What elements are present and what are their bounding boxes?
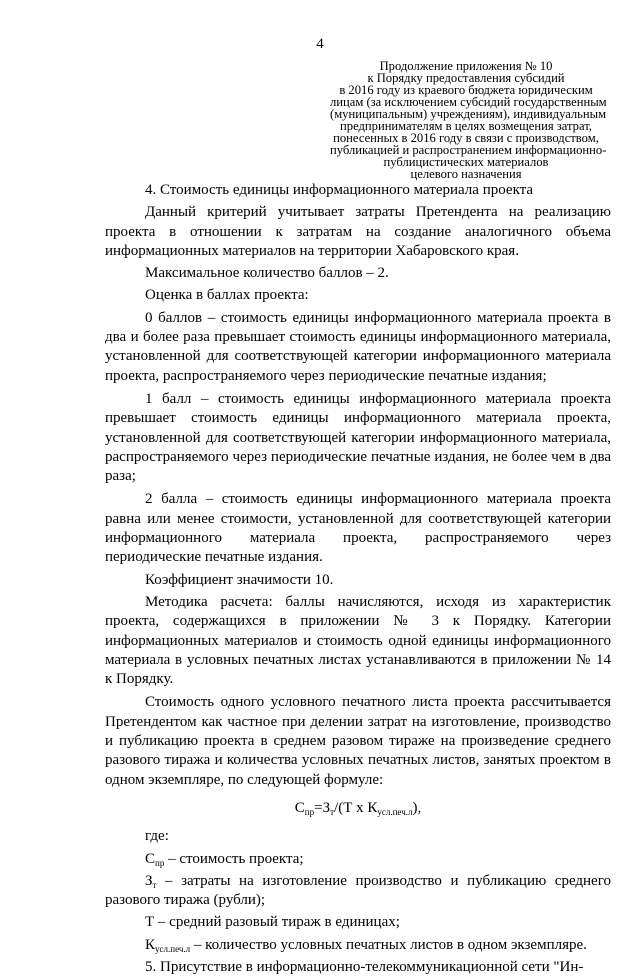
- formula: $С_{пр}=З_т/(Т$ х $К_{усл.печ.л}$),: [294, 799, 422, 817]
- where-label: где:: [145, 828, 169, 845]
- paragraph: Методика расчета: баллы начисляются, исходя из характеристик проекта, содержащихся в приложении № 3 к Порядку. Категории информационных материалов и стоимость одной единицы информационного материала в условных печатных листах устанавливаются в приложении № 14 к Порядку.: [105, 593, 611, 688]
- section-heading: 4. Стоимость единицы информационного материала проекта: [145, 182, 534, 198]
- appendix-header: [330, 59, 607, 181]
- header-line: в 2016 году из краевого бюджета юридическим: [339, 83, 593, 97]
- definition: $К_{усл.печ.л}$ – количество условных печатных листов в одном экземпляре.: [145, 936, 587, 954]
- header-line: целевого назначения: [410, 167, 522, 181]
- paragraph: Данный критерий учитывает затраты Претендента на реализацию проекта в отношении к затратам на создание аналогичного объема информационных материалов на территории Хабаровского края.: [105, 204, 611, 259]
- paragraph: Стоимость одного условного печатного листа проекта рассчитывается Претендентом как частное при делении затрат на изготовление, производство и публикацию проекта в среднем разовом тираже на произведение среднего разового тиража и количества условных печатных листов, занятых проектом в одном экземпляре, по следующей формуле:: [105, 694, 611, 788]
- paragraph: Коэффициент значимости 10.: [145, 571, 334, 588]
- header-line: Продолжение приложения № 10: [379, 59, 553, 73]
- header-line: понесенных в 2016 году в связи с производством,: [333, 131, 599, 145]
- header-line: лицам (за исключением субсидий государственным: [330, 95, 607, 109]
- header-line: публикацией и распространением информационно-: [330, 143, 607, 157]
- header-line: публицистических материалов: [383, 155, 549, 169]
- definition: Т – средний разовый тираж в единицах;: [145, 914, 400, 931]
- paragraph: Оценка в баллах проекта:: [145, 287, 309, 304]
- score-item: 0 баллов – стоимость единицы информационного материала проекта в два и более раза превышает стоимость единицы информационного материала, установленной для соответствующей категории информационного материала проекта, распространяемого через периодические печатные издания;: [105, 309, 611, 384]
- header-line: предпринимателям в целях возмещения затрат,: [340, 119, 592, 133]
- definition: $С_{пр}$ – стоимость проекта;: [145, 850, 304, 868]
- document-body: [105, 181, 611, 977]
- paragraph: Максимальное количество баллов – 2.: [145, 265, 389, 282]
- score-item: 2 балла – стоимость единицы информационного материала проекта равна или менее стоимости, установленной для соответствующей категории информационного материала проекта, распространяемого через периодические печатные издания.: [105, 491, 611, 566]
- score-item: 1 балл – стоимость единицы информационного материала проекта превышает стоимость единицы информационного материала проекта, установленной для соответствующей категории информационного материала, распространяемого через периодические печатные издания, не более чем в два раза;: [105, 390, 611, 485]
- header-line: к Порядку предоставления субсидий: [367, 71, 565, 85]
- page-number: 4: [316, 36, 324, 52]
- section-heading: 5. Присутствие в информационно-телекоммуникационной сети "Ин-: [145, 958, 584, 975]
- definition: $З_т$ – затраты на изготовление производство и публикацию среднего разового тиража (рубли);: [105, 872, 611, 909]
- header-line: (муниципальным) учреждениям), индивидуальным: [330, 107, 607, 121]
